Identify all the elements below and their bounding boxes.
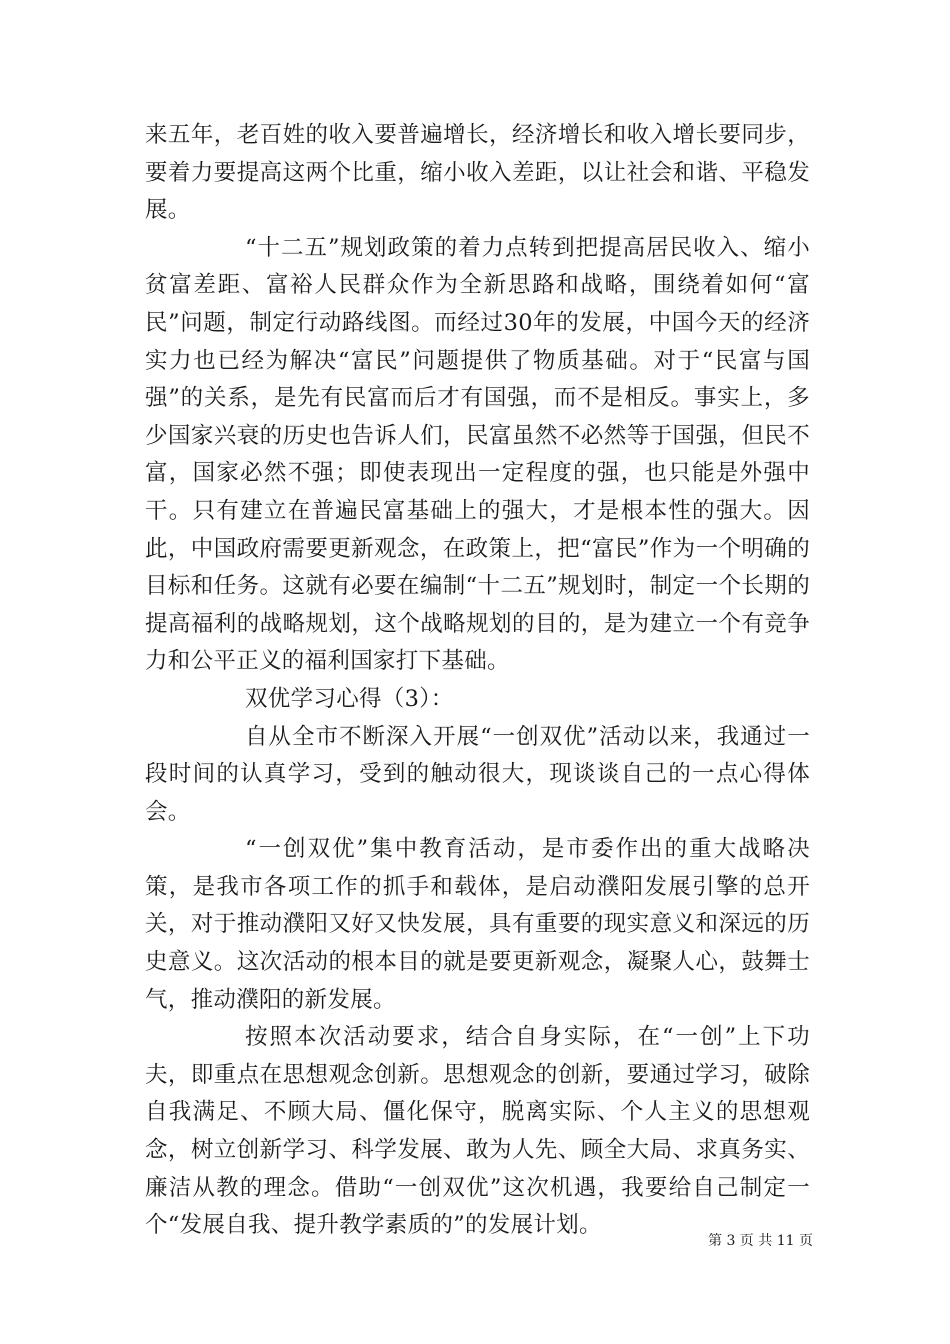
- paragraph-shierwu-policy: “十二五”规划政策的着力点转到把提高居民收入、缩小贫富差距、富裕人民群众作为全新思路和战略，围绕着如何“富民”问题，制定行动路线图。而经过30年的发展，中国今天的经济实力也已经为解决“富民”问题提供了物质基础。对于“民富与国强”的关系，是先有民富而后才有国强，而不是相反。事实上，多少国家兴衰的历史也告诉人们，民富虽然不必然等于国强，但民不富，国家必然不强；即使表现出一定程度的强，也只能是外强中干。只有建立在普遍民富基础上的强大，才是根本性的强大。因此，中国政府需要更新观念，在政策上，把“富民”作为一个明确的目标和任务。这就有必要在编制“十二五”规划时，制定一个长期的提高福利的战略规划，这个战略规划的目的，是为建立一个有竞争力和公平正义的福利国家打下基础。: [145, 234, 810, 675]
- section-heading: 双优学习心得（3）：: [245, 685, 454, 712]
- document-body: [145, 117, 810, 1245]
- paragraph-innovation-plan: 按照本次活动要求，结合自身实际，在“一创”上下功夫，即重点在思想观念创新。思想观念的创新，要通过学习，破除自我满足、不顾大局、僵化保守，脱离实际、个人主义的思想观念，树立创新学习、科学发展、敢为人先、顾全大局、求真务实、廉洁从教的理念。借助“一创双优”这次机遇，我要给自己制定一个“发展自我、提升教学素质的”的发展计划。: [145, 1024, 810, 1239]
- paragraph-intro: 自从全市不断深入开展“一创双优”活动以来，我通过一段时间的认真学习，受到的触动很大，现谈谈自己的一点心得体会。: [145, 723, 810, 825]
- paragraph-activity-significance: “一创双优”集中教育活动，是市委作出的重大战略决策，是我市各项工作的抓手和载体，是启动濮阳发展引擎的总开关，对于推动濮阳又好又快发展，具有重要的现实意义和深远的历史意义。这次活动的根本目的就是要更新观念，凝聚人心，鼓舞士气，推动濮阳的新发展。: [145, 836, 810, 1013]
- paragraph-continuation: 来五年，老百姓的收入要普遍增长，经济增长和收入增长要同步，要着力要提高这两个比重，缩小收入差距，以让社会和谐、平稳发展。: [145, 122, 810, 224]
- page-number-footer: 第 3 页 共 11 页: [708, 1233, 813, 1249]
